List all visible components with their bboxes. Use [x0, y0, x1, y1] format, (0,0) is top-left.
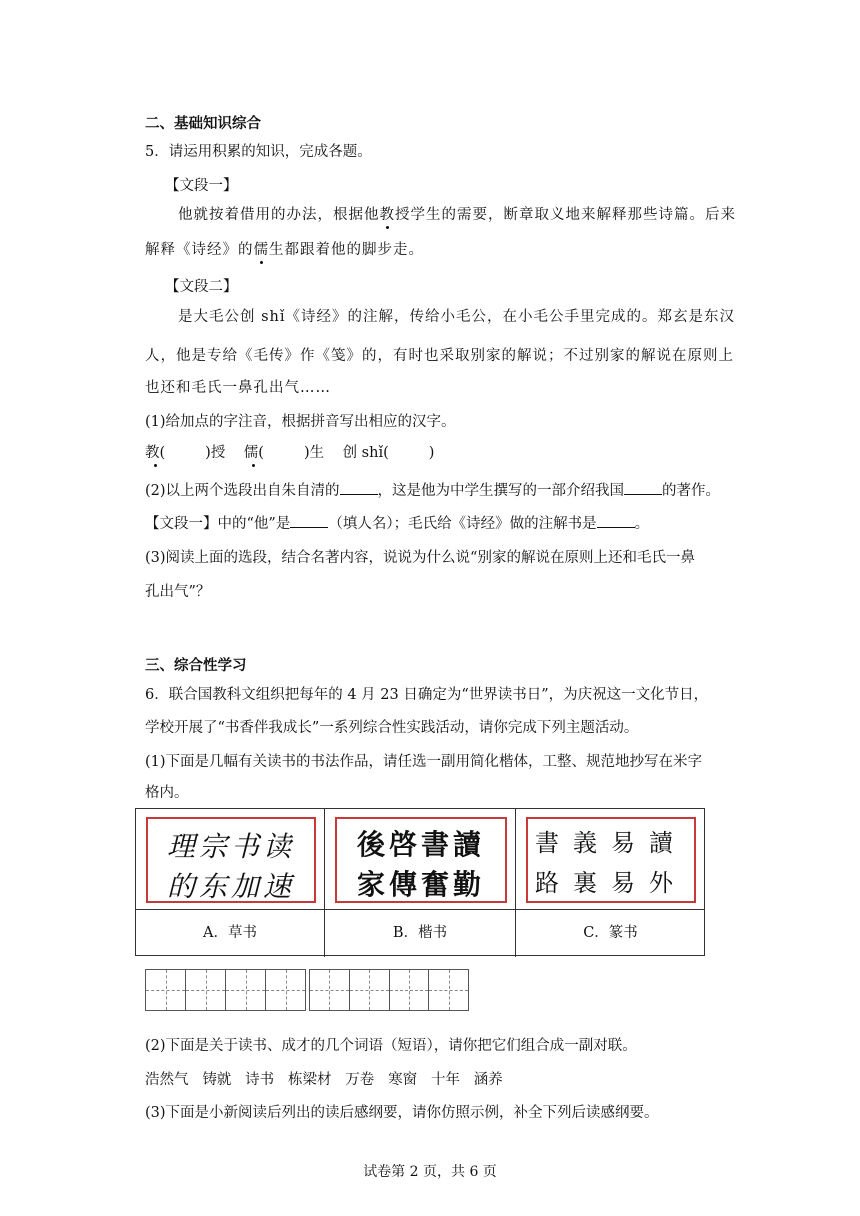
q6-sub-1-line-2: 格内。 [145, 785, 189, 801]
calligraphy-cursive [136, 809, 325, 909]
page-footer: 试卷第 2 页，共 6 页 [363, 1164, 497, 1180]
sub-question-3-line-2: 孔出气”？ [145, 584, 211, 600]
blank-person[interactable] [290, 515, 328, 528]
passage-2-line-2: 人，他是专给《毛传》作《笺》的，有时也采取别家的解说；不过别家的解说在原则上 [145, 348, 734, 364]
passage-1-title: 【文段一】 [165, 178, 238, 194]
blank-book-title[interactable] [340, 482, 378, 495]
calligraphy-c-row-2: 路裏易外 [535, 869, 687, 897]
passage-1-line-1: 他就按着借用的办法，根据他教授学生的需要，断章取义地来解释那些诗篇。后来 [178, 203, 736, 224]
writing-grid-right[interactable] [309, 969, 469, 1011]
caption-seal: C．篆书 [583, 925, 638, 941]
calligraphy-a-row-1: 理宗书读 [166, 830, 295, 863]
pinyin-fill-line: 教( )授 儒( )生 创 shǐ( ) [145, 441, 434, 462]
section-heading-basic: 二、基础知识综合 [145, 115, 261, 132]
writing-grid-left[interactable] [145, 969, 306, 1011]
sub-question-2-line-1: (2)以上两个选段出自朱自清的 ，这是他为中学生撰写的一部介绍我国 的著作。 [145, 483, 721, 499]
sub-question-1: (1)给加点的字注音，根据拼音写出相应的汉字。 [145, 414, 456, 430]
calligraphy-a-row-2: 的东加速 [166, 870, 295, 903]
passage-2-line-1: 是大毛公创 shǐ《诗经》的注解，传给小毛公，在小毛公手里完成的。郑玄是东汉 [178, 309, 736, 325]
calligraphy-c-row-1: 書義易讀 [535, 829, 687, 857]
couplet-word-list: 浩然气 铸就 诗书 栋梁材 万卷 寒窗 十年 涵养 [145, 1072, 503, 1088]
q6-sub-2: (2)下面是关于读书、成才的几个词语（短语），请你把它们组合成一副对联。 [145, 1038, 637, 1054]
question-6-line-2: 学校开展了“书香伴我成长”一系列综合性实践活动，请你完成下列主题活动。 [145, 720, 639, 736]
calligraphy-regular [325, 809, 516, 909]
dotted-char-ru: 儒 [254, 238, 270, 259]
caption-regular: B．楷书 [325, 910, 516, 957]
dotted-char-jiao: 教 [380, 203, 396, 224]
passage-2-title: 【文段二】 [165, 279, 238, 295]
calligraphy-b-row-2: 家傳奮勤 [356, 868, 485, 901]
q6-sub-3: (3)下面是小新阅读后列出的读后感纲要，请你仿照示例，补全下列后读感纲要。 [145, 1105, 659, 1121]
q6-sub-1-line-1: (1)下面是几幅有关读书的书法作品，请任选一副用简化楷体，工整、规范地抄写在米字 [145, 754, 703, 770]
calligraphy-seal [516, 809, 705, 909]
passage-1-line-2: 解释《诗经》的儒生都跟着他的脚步走。 [145, 238, 424, 259]
question-6-line-1: 6．联合国教科文组织把每年的 4 月 23 日确定为“世界读书日”，为庆祝这一文化节日， [145, 687, 709, 703]
sub-question-3-line-1: (3)阅读上面的选段，结合名著内容，说说为什么说“别家的解说在原则上还和毛氏一鼻 [145, 550, 695, 566]
calligraphy-table [135, 808, 705, 956]
section-heading-comprehensive: 三、综合性学习 [145, 657, 247, 674]
sub-question-2-line-2: 【文段一】中的“他”是 （填人名）；毛氏给《诗经》做的注解书是 。 [145, 516, 650, 532]
caption-cursive: A．草书 [136, 910, 325, 957]
calligraphy-b-row-1: 後啓書讀 [356, 828, 485, 861]
passage-2-line-3: 也还和毛氏一鼻孔出气…… [145, 380, 331, 396]
blank-topic[interactable] [624, 482, 662, 495]
blank-annotation-book[interactable] [597, 515, 635, 528]
question-5-prompt: 5．请运用积累的知识，完成各题。 [145, 144, 372, 160]
